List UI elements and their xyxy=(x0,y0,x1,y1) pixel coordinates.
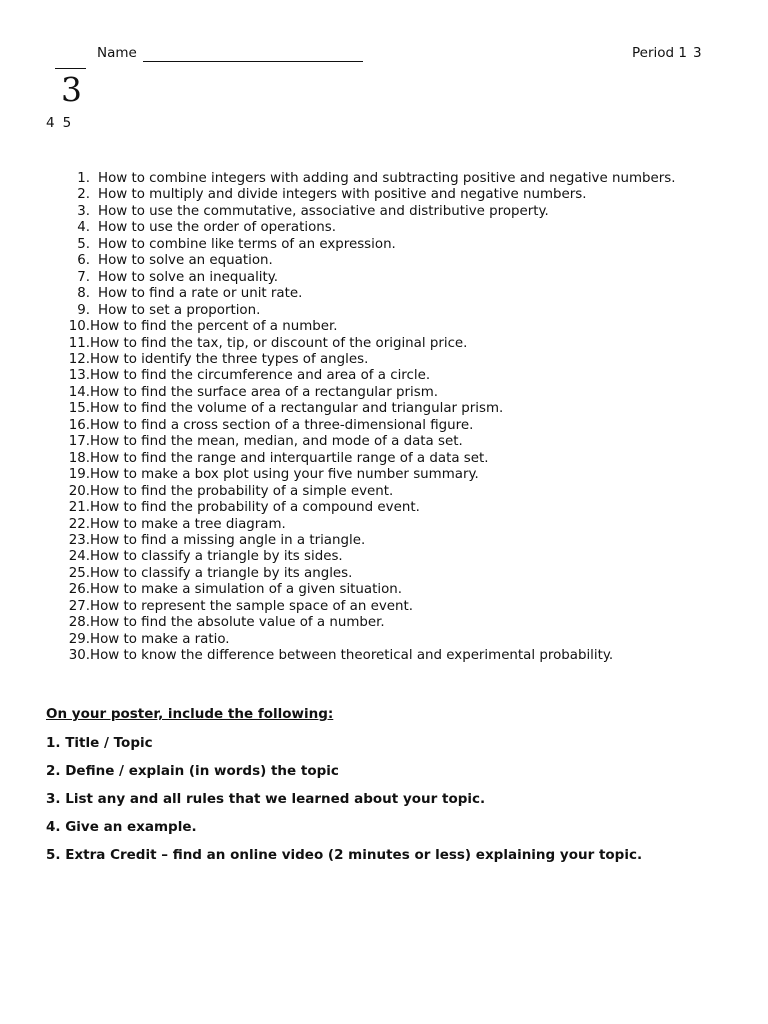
topic-item xyxy=(60,368,675,384)
topic-text: How to find the range and interquartile range of a data set. xyxy=(90,450,489,466)
topic-number: 9. xyxy=(77,302,90,318)
topic-number: 15. xyxy=(68,401,90,417)
topic-number: 23. xyxy=(68,532,90,548)
topic-text: How to find the probability of a compound event. xyxy=(90,500,420,516)
topic-number: 17. xyxy=(68,434,90,450)
topic-number: 7. xyxy=(77,269,90,285)
topic-item xyxy=(60,237,675,253)
topic-text: How to combine integers with adding and subtracting positive and negative numbers. xyxy=(98,171,676,186)
topic-number: 30. xyxy=(68,648,90,664)
topic-item xyxy=(60,549,675,565)
topic-item xyxy=(60,533,675,549)
topic-number: 21. xyxy=(68,500,90,516)
topic-text: How to find the volume of a rectangular and triangular prism. xyxy=(90,401,504,417)
topic-item xyxy=(60,517,675,533)
topic-text: How to make a simulation of a given situation. xyxy=(90,582,403,598)
topic-item xyxy=(60,385,675,401)
topic-text: How to find the mean, median, and mode of a data set. xyxy=(90,434,463,450)
topic-text: How to use the commutative, associative and distributive property. xyxy=(98,203,549,219)
topic-item xyxy=(60,434,675,450)
requirement-item: 2. Define / explain (in words) the topic xyxy=(46,763,339,779)
topic-item xyxy=(60,401,675,417)
topic-text: How to find the tax, tip, or discount of the original price. xyxy=(90,335,468,351)
topic-number: 22. xyxy=(68,516,90,532)
topic-number: 27. xyxy=(68,598,90,614)
topic-text: How to set a proportion. xyxy=(98,302,261,318)
topic-number: 10. xyxy=(68,319,90,335)
topic-item xyxy=(60,467,675,483)
small-number-2: 5 xyxy=(62,115,72,131)
topic-text: How to know the difference between theoretical and experimental probability. xyxy=(90,648,614,664)
fraction-numeral: 3 xyxy=(61,70,82,109)
topic-item xyxy=(60,319,675,335)
topic-number: 24. xyxy=(68,549,90,565)
topic-text: How to find the circumference and area of a circle. xyxy=(90,368,431,384)
topic-number: 20. xyxy=(68,483,90,499)
topic-item xyxy=(60,187,675,203)
topic-number: 29. xyxy=(68,631,90,647)
topic-number: 25. xyxy=(68,565,90,581)
topic-number: 28. xyxy=(68,615,90,631)
topic-item xyxy=(60,582,675,598)
topic-number: 26. xyxy=(68,582,90,598)
topic-number: 3. xyxy=(77,203,90,219)
topic-text: How to classify a triangle by its sides. xyxy=(90,549,343,565)
topic-number: 4. xyxy=(77,220,90,236)
topic-text: How to solve an equation. xyxy=(98,253,273,269)
period-label: Period 1 xyxy=(632,45,687,61)
fraction-bar xyxy=(55,68,86,69)
period-number: 3 xyxy=(692,45,702,61)
requirement-item: 4. Give an example. xyxy=(46,819,197,835)
topic-item xyxy=(60,648,675,664)
topic-text: How to use the order of operations. xyxy=(98,220,337,236)
topic-item xyxy=(60,220,675,236)
topic-item xyxy=(60,286,675,302)
topic-item xyxy=(60,270,675,286)
topic-text: How to find a rate or unit rate. xyxy=(98,286,303,302)
topic-item xyxy=(60,484,675,500)
topic-text: How to find a cross section of a three-dimensional figure. xyxy=(90,417,474,433)
topic-number: 6. xyxy=(77,253,90,269)
period-field xyxy=(632,45,702,61)
topic-text: How to find the percent of a number. xyxy=(90,319,338,335)
topic-number: 11. xyxy=(68,335,90,351)
poster-heading: On your poster, include the following: xyxy=(46,706,334,722)
topic-text: How to classify a triangle by its angles. xyxy=(90,565,353,581)
topic-text: How to make a box plot using your five number summary. xyxy=(90,467,479,483)
requirement-item: 3. List any and all rules that we learned about your topic. xyxy=(46,791,486,807)
topic-item xyxy=(60,615,675,631)
topic-number: 8. xyxy=(77,286,90,302)
requirement-item: 5. Extra Credit – find an online video (2 minutes or less) explaining your topic. xyxy=(46,847,643,863)
topic-item xyxy=(60,566,675,582)
small-number-1: 4 xyxy=(46,115,55,131)
topic-number: 14. xyxy=(68,384,90,400)
requirement-item: 1. Title / Topic xyxy=(46,735,153,751)
topic-text: How to multiply and divide integers with positive and negative numbers. xyxy=(98,187,587,203)
topic-list xyxy=(60,171,675,665)
topic-number: 5. xyxy=(77,236,90,252)
topic-text: How to find the surface area of a rectangular prism. xyxy=(90,384,438,400)
topic-text: How to make a ratio. xyxy=(90,631,230,647)
topic-text: How to identify the three types of angles. xyxy=(90,351,369,367)
name-blank-line[interactable] xyxy=(143,61,363,62)
topic-number: 13. xyxy=(68,368,90,384)
topic-text: How to solve an inequality. xyxy=(98,269,279,285)
topic-item xyxy=(60,451,675,467)
topic-text: How to make a tree diagram. xyxy=(90,516,286,532)
topic-number: 19. xyxy=(68,467,90,483)
topic-number: 1. xyxy=(77,171,90,186)
topic-item xyxy=(60,336,675,352)
topic-item xyxy=(60,204,675,220)
topic-text: How to combine like terms of an expression. xyxy=(98,236,396,252)
topic-item xyxy=(60,352,675,368)
small-numbers xyxy=(46,115,71,131)
topic-text: How to find the absolute value of a number. xyxy=(90,615,385,631)
topic-text: How to represent the sample space of an event. xyxy=(90,598,413,614)
topic-number: 18. xyxy=(68,450,90,466)
topic-item xyxy=(60,253,675,269)
name-label: Name xyxy=(97,45,137,61)
topic-text: How to find the probability of a simple event. xyxy=(90,483,394,499)
topic-item xyxy=(60,632,675,648)
topic-item xyxy=(60,418,675,434)
topic-number: 12. xyxy=(68,351,90,367)
topic-item xyxy=(60,303,675,319)
topic-item xyxy=(60,599,675,615)
topic-number: 16. xyxy=(68,417,90,433)
topic-number: 2. xyxy=(77,187,90,203)
topic-item xyxy=(60,500,675,516)
topic-item xyxy=(60,171,675,187)
topic-text: How to find a missing angle in a triangle. xyxy=(90,532,366,548)
